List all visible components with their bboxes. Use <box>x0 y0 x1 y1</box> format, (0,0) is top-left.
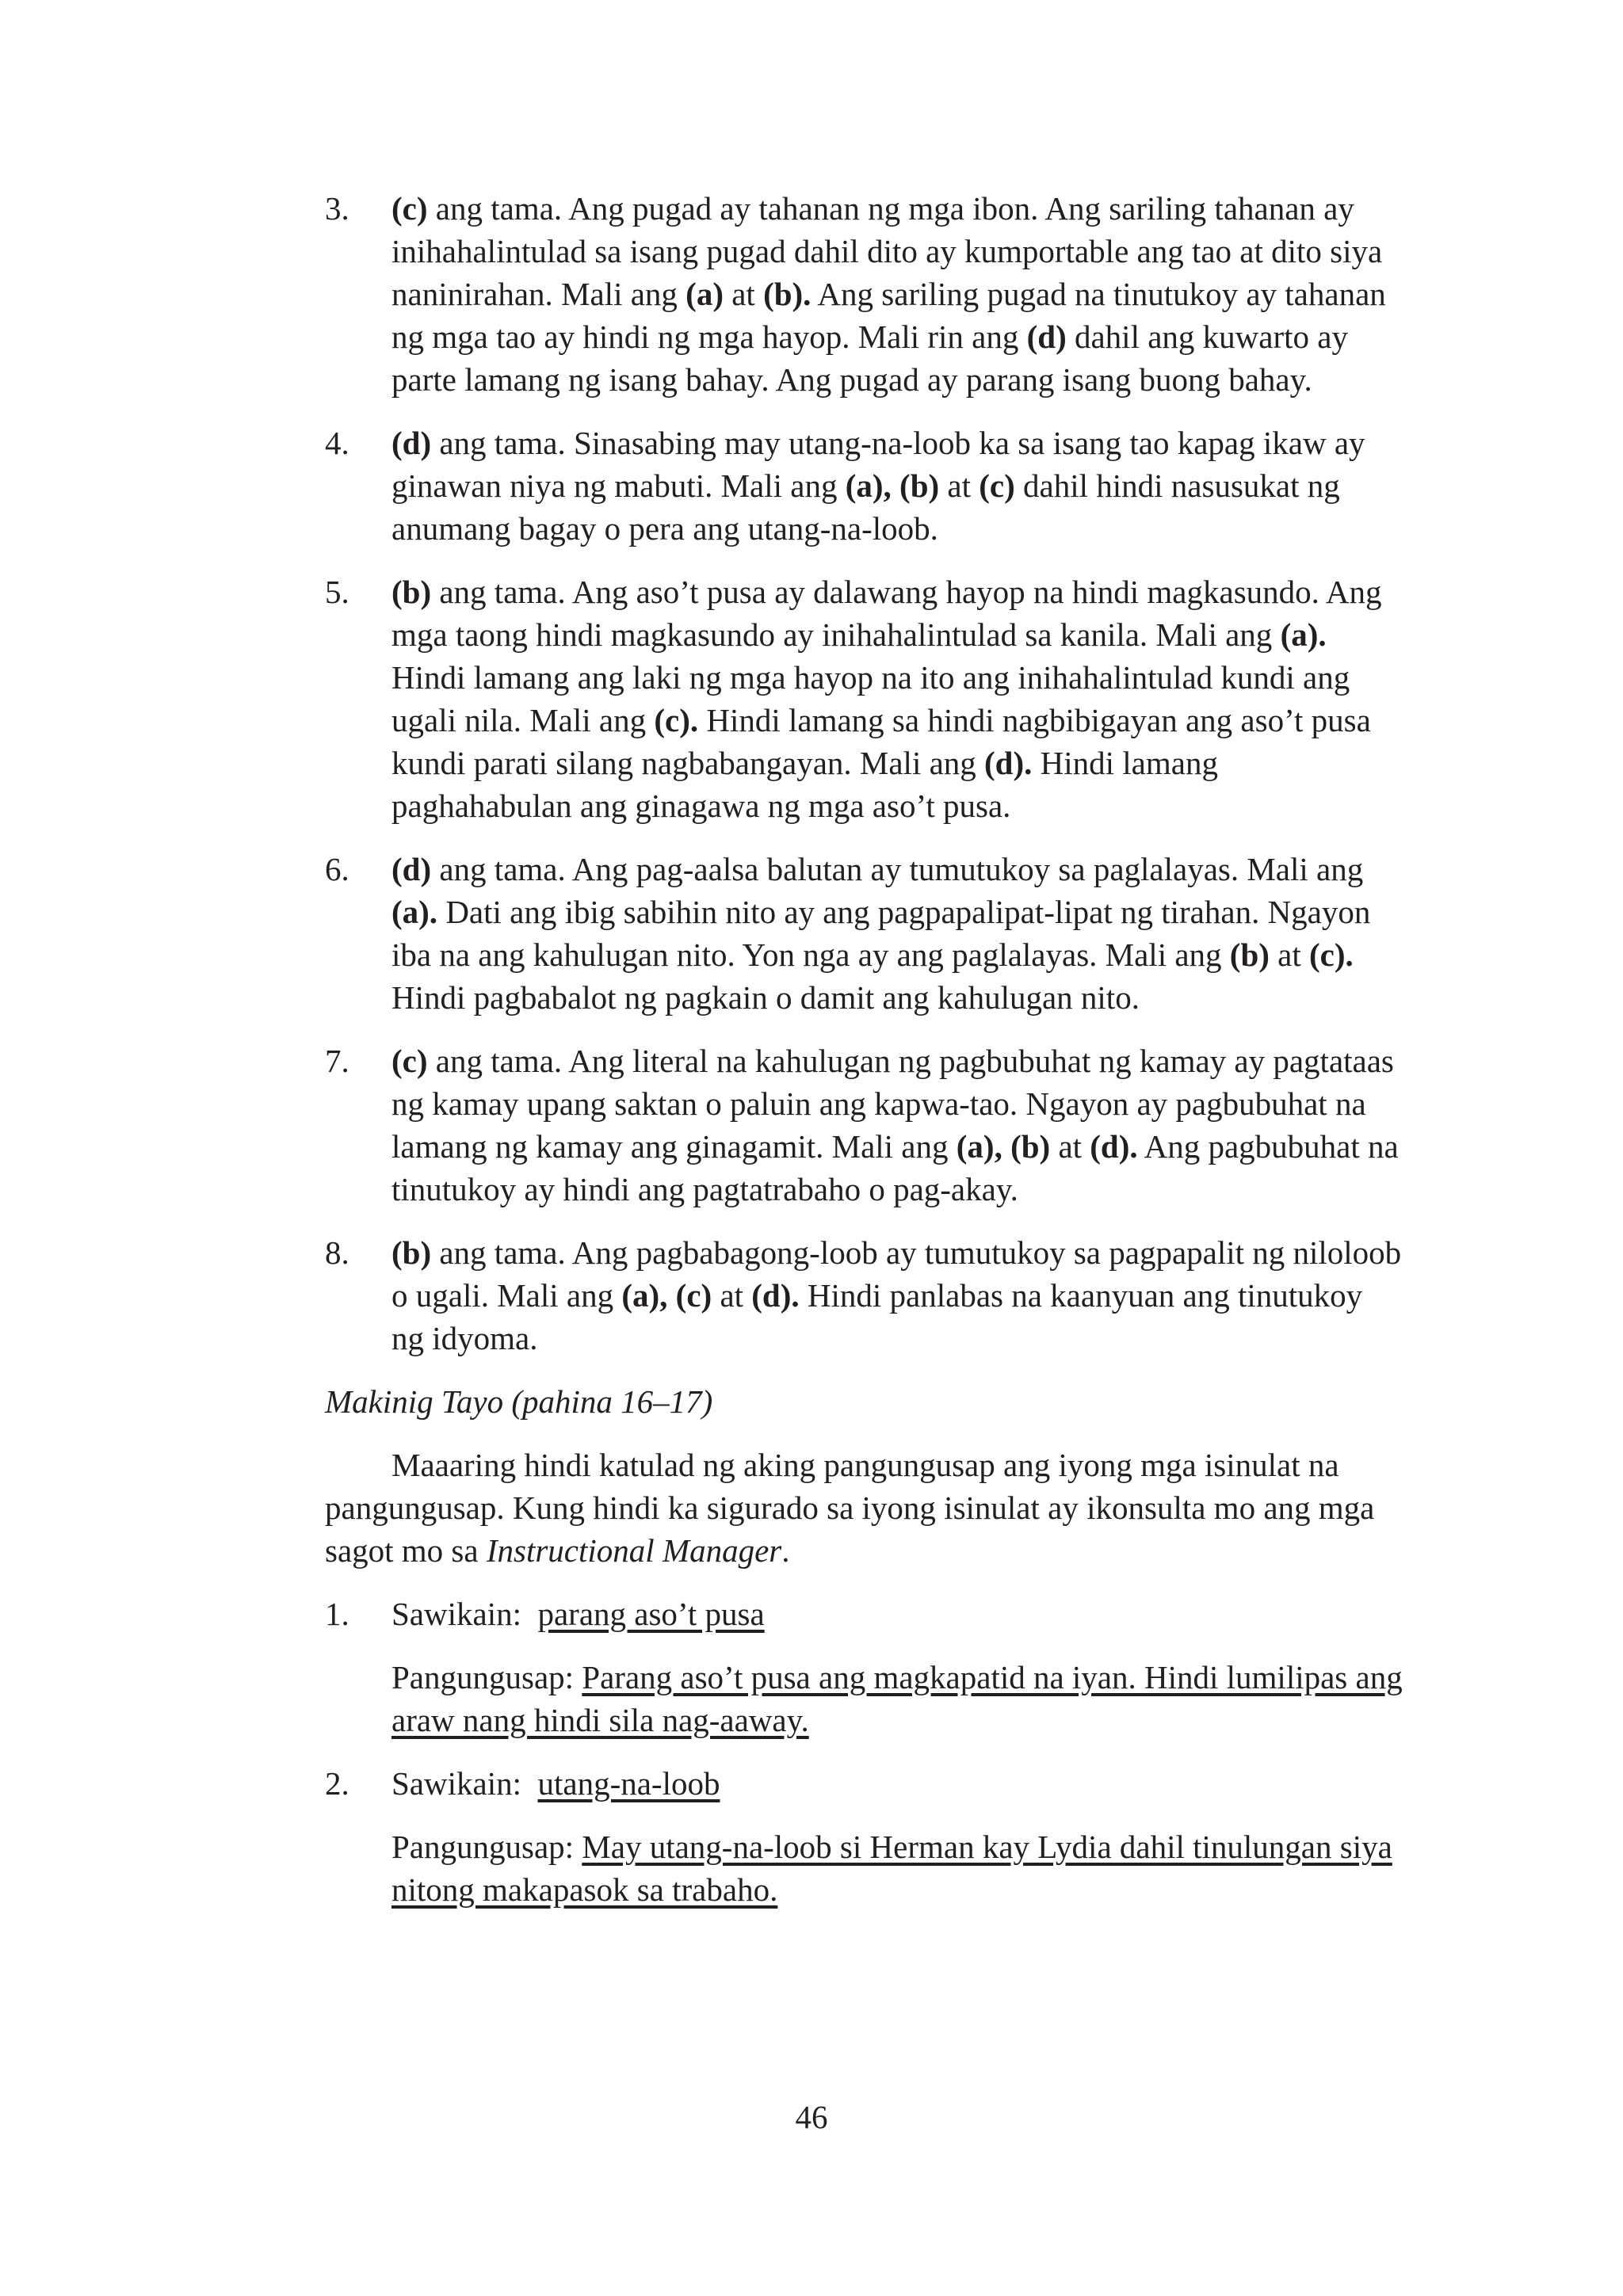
page-number: 46 <box>795 2099 828 2135</box>
answer-text-run: Hindi lamang sa hindi nagbibigayan ang aso’t pusa kundi parati silang nagbabangayan. Mali ang <box>391 702 1371 781</box>
answer-text-run: Hindi lamang ang laki ng mga hayop na ito ang inihahalintulad kundi ang ugali nila. Mali ang <box>391 659 1350 738</box>
answer-text-run: Hindi lamang paghahabulan ang ginagawa ng mga aso’t pusa. <box>391 745 1218 824</box>
answer-item-number: 7. <box>325 1043 349 1079</box>
sawikain-value: utang-na-loob <box>537 1765 720 1802</box>
answer-text-run: at <box>723 276 764 312</box>
answer-item-number: 8. <box>325 1234 349 1271</box>
pangungusap-value: Parang aso’t pusa ang magkapatid na iyan. Hindi lumilipas ang araw nang hindi sila nag-aaway. <box>391 1659 1403 1738</box>
choice-letter: (a), (b) <box>956 1128 1051 1165</box>
answer-item-text <box>391 187 1403 401</box>
choice-letter: (d) <box>1026 318 1067 355</box>
choice-letter: (d). <box>751 1277 800 1314</box>
choice-letter: (b). <box>763 276 812 312</box>
answer-item-number: 4. <box>325 425 349 461</box>
section-intro <box>325 1444 1403 1572</box>
section-intro-end: . <box>781 1532 790 1569</box>
sawikain-label: Sawikain: <box>391 1765 521 1802</box>
answer-text-run: ang tama. Ang pagbabagong-loob ay tumutukoy sa pagpapalit ng niloloob o ugali. Mali ang <box>391 1234 1402 1314</box>
answer-text-run: ang tama. Ang pugad ay tahanan ng mga ibon. Ang sariling tahanan ay inihahalintulad sa isang pugad dahil dito ay kumportable ang tao at dito siya naninirahan. Mali ang <box>391 190 1383 312</box>
choice-letter: (d) <box>391 425 432 461</box>
choice-letter: (c). <box>654 702 699 738</box>
idiom-entry-number: 1. <box>325 1596 349 1632</box>
section-intro-italic: Instructional Manager <box>486 1532 782 1569</box>
answer-item-text <box>391 421 1403 550</box>
sawikain-line <box>391 1592 1403 1635</box>
choice-letter: (b) <box>391 1234 432 1271</box>
answer-text-run: Hindi panlabas na kaanyuan ang tinutukoy ng idyoma. <box>391 1277 1363 1356</box>
answer-text-run: at <box>939 467 980 504</box>
answer-text-run: ang tama. Ang aso’t pusa ay dalawang hayop na hindi magkasundo. Ang mga taong hindi magkasundo ay inihahalintulad sa kanila. Mali ang <box>391 574 1382 653</box>
pangungusap-value: May utang-na-loob si Herman kay Lydia dahil tinulungan siya nitong makapasok sa trabaho. <box>391 1829 1392 1908</box>
choice-letter: (c) <box>391 190 428 227</box>
choice-letter: (a). <box>391 894 438 930</box>
choice-letter: (a), (c) <box>621 1277 712 1314</box>
answer-text-run: ang tama. Sinasabing may utang-na-loob ka sa isang tao kapag ikaw ay ginawan niya ng mabuti. Mali ang <box>391 425 1365 504</box>
answer-text-run: at <box>1050 1128 1090 1165</box>
choice-letter: (c) <box>979 467 1015 504</box>
answer-text-run: at <box>712 1277 752 1314</box>
pangungusap-label: Pangungusap: <box>391 1829 575 1865</box>
answer-list <box>325 187 1403 1360</box>
pangungusap-label: Pangungusap: <box>391 1659 575 1695</box>
answer-text-run: ang tama. Ang literal na kahulugan ng pagbubuhat ng kamay ay pagtataas ng kamay upang saktan o paluin ang kapwa-tao. Ngayon ay pagbubuhat na lamang ng kamay ang ginagamit. Mali ang <box>391 1043 1394 1165</box>
sawikain-line <box>391 1762 1403 1805</box>
choice-letter: (c). <box>1309 936 1354 973</box>
answer-item <box>325 570 1403 827</box>
choice-letter: (d). <box>984 745 1033 781</box>
answer-text-run: Dati ang ibig sabihin nito ay ang pagpapalipat-lipat ng tirahan. Ngayon iba na ang kahulugan nito. Yon nga ay ang paglalayas. Mali ang <box>391 894 1371 973</box>
answer-text-run: at <box>1269 936 1309 973</box>
choice-letter: (b) <box>391 574 432 610</box>
answer-item-text <box>391 570 1403 827</box>
answer-item-number: 6. <box>325 851 349 887</box>
pangungusap-line <box>391 1825 1403 1911</box>
answer-text-run: dahil ang kuwarto ay parte lamang ng isang bahay. Ang pugad ay parang isang buong bahay. <box>391 318 1348 398</box>
section-intro-text: Maaaring hindi katulad ng aking pangungusap ang iyong mga isinulat na pangungusap. Kung hindi ka sigurado sa iyong isinulat ay ikonsulta mo ang mga sagot mo sa <box>325 1447 1375 1569</box>
idiom-entry <box>325 1592 1403 1741</box>
answer-text-run: Hindi pagbabalot ng pagkain o damit ang kahulugan nito. <box>391 979 1140 1016</box>
choice-letter: (c) <box>391 1043 428 1079</box>
answer-item-text <box>391 1039 1403 1211</box>
answer-item <box>325 848 1403 1019</box>
page-content <box>325 187 1403 1932</box>
choice-letter: (d). <box>1090 1128 1138 1165</box>
idiom-entry <box>325 1762 1403 1911</box>
answer-item <box>325 1231 1403 1360</box>
answer-item <box>325 421 1403 550</box>
answer-text-run: Ang pagbubuhat na tinutukoy ay hindi ang pagtatrabaho o pag-akay. <box>391 1128 1399 1207</box>
pangungusap-line <box>391 1656 1403 1741</box>
choice-letter: (b) <box>1229 936 1270 973</box>
choice-letter: (a). <box>1280 616 1327 653</box>
answer-item-number: 3. <box>325 190 349 227</box>
answer-item <box>325 1039 1403 1211</box>
answer-item-number: 5. <box>325 574 349 610</box>
idiom-entry-number: 2. <box>325 1765 349 1802</box>
answer-text-run: ang tama. Ang pag-aalsa balutan ay tumutukoy sa paglalayas. Mali ang <box>431 851 1364 887</box>
sawikain-value: parang aso’t pusa <box>537 1596 765 1632</box>
answer-item-text <box>391 848 1403 1019</box>
choice-letter: (d) <box>391 851 432 887</box>
answer-text-run: dahil hindi nasusukat ng anumang bagay o pera ang utang-na-loob. <box>391 467 1340 547</box>
answer-text-run: Ang sariling pugad na tinutukoy ay tahanan ng mga tao ay hindi ng mga hayop. Mali rin ang <box>391 276 1386 355</box>
choice-letter: (a) <box>685 276 724 312</box>
section-title: Makinig Tayo (pahina 16–17) <box>325 1383 713 1420</box>
answer-item-text <box>391 1231 1403 1360</box>
choice-letter: (a), (b) <box>845 467 940 504</box>
answer-item <box>325 187 1403 401</box>
sawikain-label: Sawikain: <box>391 1596 521 1632</box>
